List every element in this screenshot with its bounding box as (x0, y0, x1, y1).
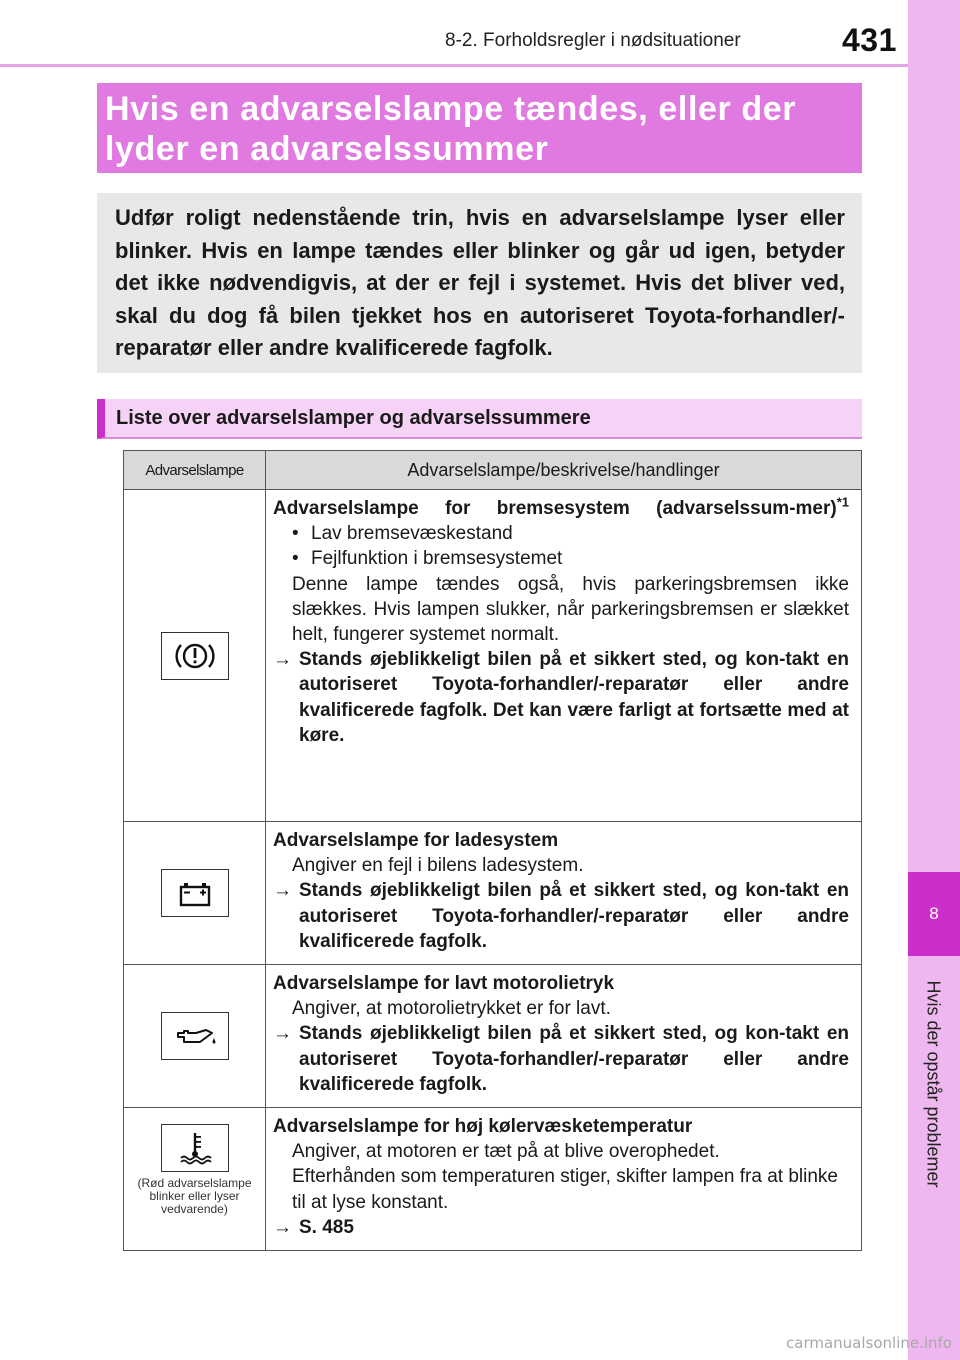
list-item: • Lav bremsevæskestand (273, 521, 849, 546)
lamp-title: Advarselslampe for høj kølervæsketemperatur (273, 1116, 693, 1138)
oil-can-icon (161, 1012, 229, 1060)
table-row (124, 822, 862, 965)
list-item: • Fejlfunktion i bremsesystemet (273, 546, 849, 571)
warning-lamp-table (123, 450, 862, 1251)
lamp-description: Angiver en fejl i bilens ladesystem. (292, 855, 584, 877)
lamp-title: Advarselslampe for lavt motorolietryk (273, 973, 615, 995)
lamp-title: Advarselslampe for ladesystem (273, 830, 559, 851)
icon-cell (124, 965, 266, 1108)
description-cell (266, 1108, 862, 1251)
brake-warning-icon (161, 632, 229, 680)
arrow-icon: → (273, 649, 292, 671)
table-row (124, 490, 862, 822)
lamp-note: Denne lampe tændes også, hvis parkeringsbremsen ikke slækkes. Hvis lampen slukker, når parkeringsbremsen er slækket helt, fungerer systemet normalt. (292, 573, 849, 646)
intro-text: Udfør roligt nedenstående trin, hvis en advarselslampe lyser eller blinker. Hvis en lampe tændes eller blinker og går ud igen, betyder det ikke nødvendigvis, at der er fejl i systemet. Hvis det bliver ved, skal du dog få bilen tjekket hos en autoriseret Toyota-forhandler/-reparatør eller andre kvalificerede fagfolk. (115, 205, 845, 360)
sub-heading-text: Liste over advarselslamper og advarselssummere (116, 406, 591, 429)
header-section-title: 8-2. Forholdsregler i nødsituationer (445, 30, 741, 51)
lamp-description: Efterhånden som temperaturen stiger, skifter lampen fra at blinke til at lyse konstant. (292, 1166, 838, 1213)
section-title-line-1: Hvis en advarselslampe tændes, eller der (105, 90, 797, 128)
table-header-row (124, 451, 862, 490)
lamp-title: Advarselslampe for bremsesystem (advarselssum-mer)$^{*1}$ (273, 494, 849, 519)
chapter-number: 8 (908, 872, 960, 956)
arrow-icon: → (273, 880, 292, 902)
page-reference-link[interactable]: → S. 485 (273, 1215, 849, 1240)
table-header-description: Advarselslampe/beskrivelse/handlinger (266, 451, 862, 490)
table-header-lamp: Advarselslampe (124, 451, 266, 490)
page-number: 431 (842, 22, 897, 58)
section-title-line-2: lyder en advarselssummer (105, 130, 549, 168)
lamp-description: Angiver, at motoren er tæt på at blive overophedet. (292, 1141, 720, 1163)
coolant-temperature-icon (161, 1124, 229, 1172)
description-cell (266, 822, 862, 965)
sub-heading (97, 399, 862, 439)
icon-cell (124, 822, 266, 965)
description-cell (266, 490, 862, 822)
lamp-description: Angiver, at motorolietrykket er for lavt. (292, 998, 611, 1020)
table-row (124, 965, 862, 1108)
chapter-title: Hvis der opstår problemer (923, 980, 944, 1188)
icon-caption: (Rød advarselslampe blinker eller lyser vedvarende) (137, 1176, 252, 1217)
arrow-icon: → (273, 1023, 292, 1045)
section-title-banner (97, 83, 862, 173)
icon-cell (124, 490, 266, 822)
table-row (124, 1108, 862, 1251)
watermark-url: carmanualsonline.info (786, 1334, 952, 1352)
intro-box (97, 193, 862, 373)
lamp-action: → Stands øjeblikkeligt bilen på et sikkert sted, og kon-takt en autoriseret Toyota-forhandler/-reparatør eller andre kvalificerede fagfolk. (273, 880, 849, 952)
lamp-action: → Stands øjeblikkeligt bilen på et sikkert sted, og kon-takt en autoriseret Toyota-forhandler/-reparatør eller andre kvalificerede fagfolk. Det kan være farligt at fortsætte med at køre. (273, 649, 849, 746)
battery-icon (161, 869, 229, 917)
lamp-action: → Stands øjeblikkeligt bilen på et sikkert sted, og kon-takt en autoriseret Toyota-forhandler/-reparatør eller andre kvalificerede fagfolk. (273, 1023, 849, 1095)
header-divider (0, 64, 908, 67)
description-cell (266, 965, 862, 1108)
arrow-icon: → (273, 1216, 292, 1238)
icon-cell (124, 1108, 266, 1251)
